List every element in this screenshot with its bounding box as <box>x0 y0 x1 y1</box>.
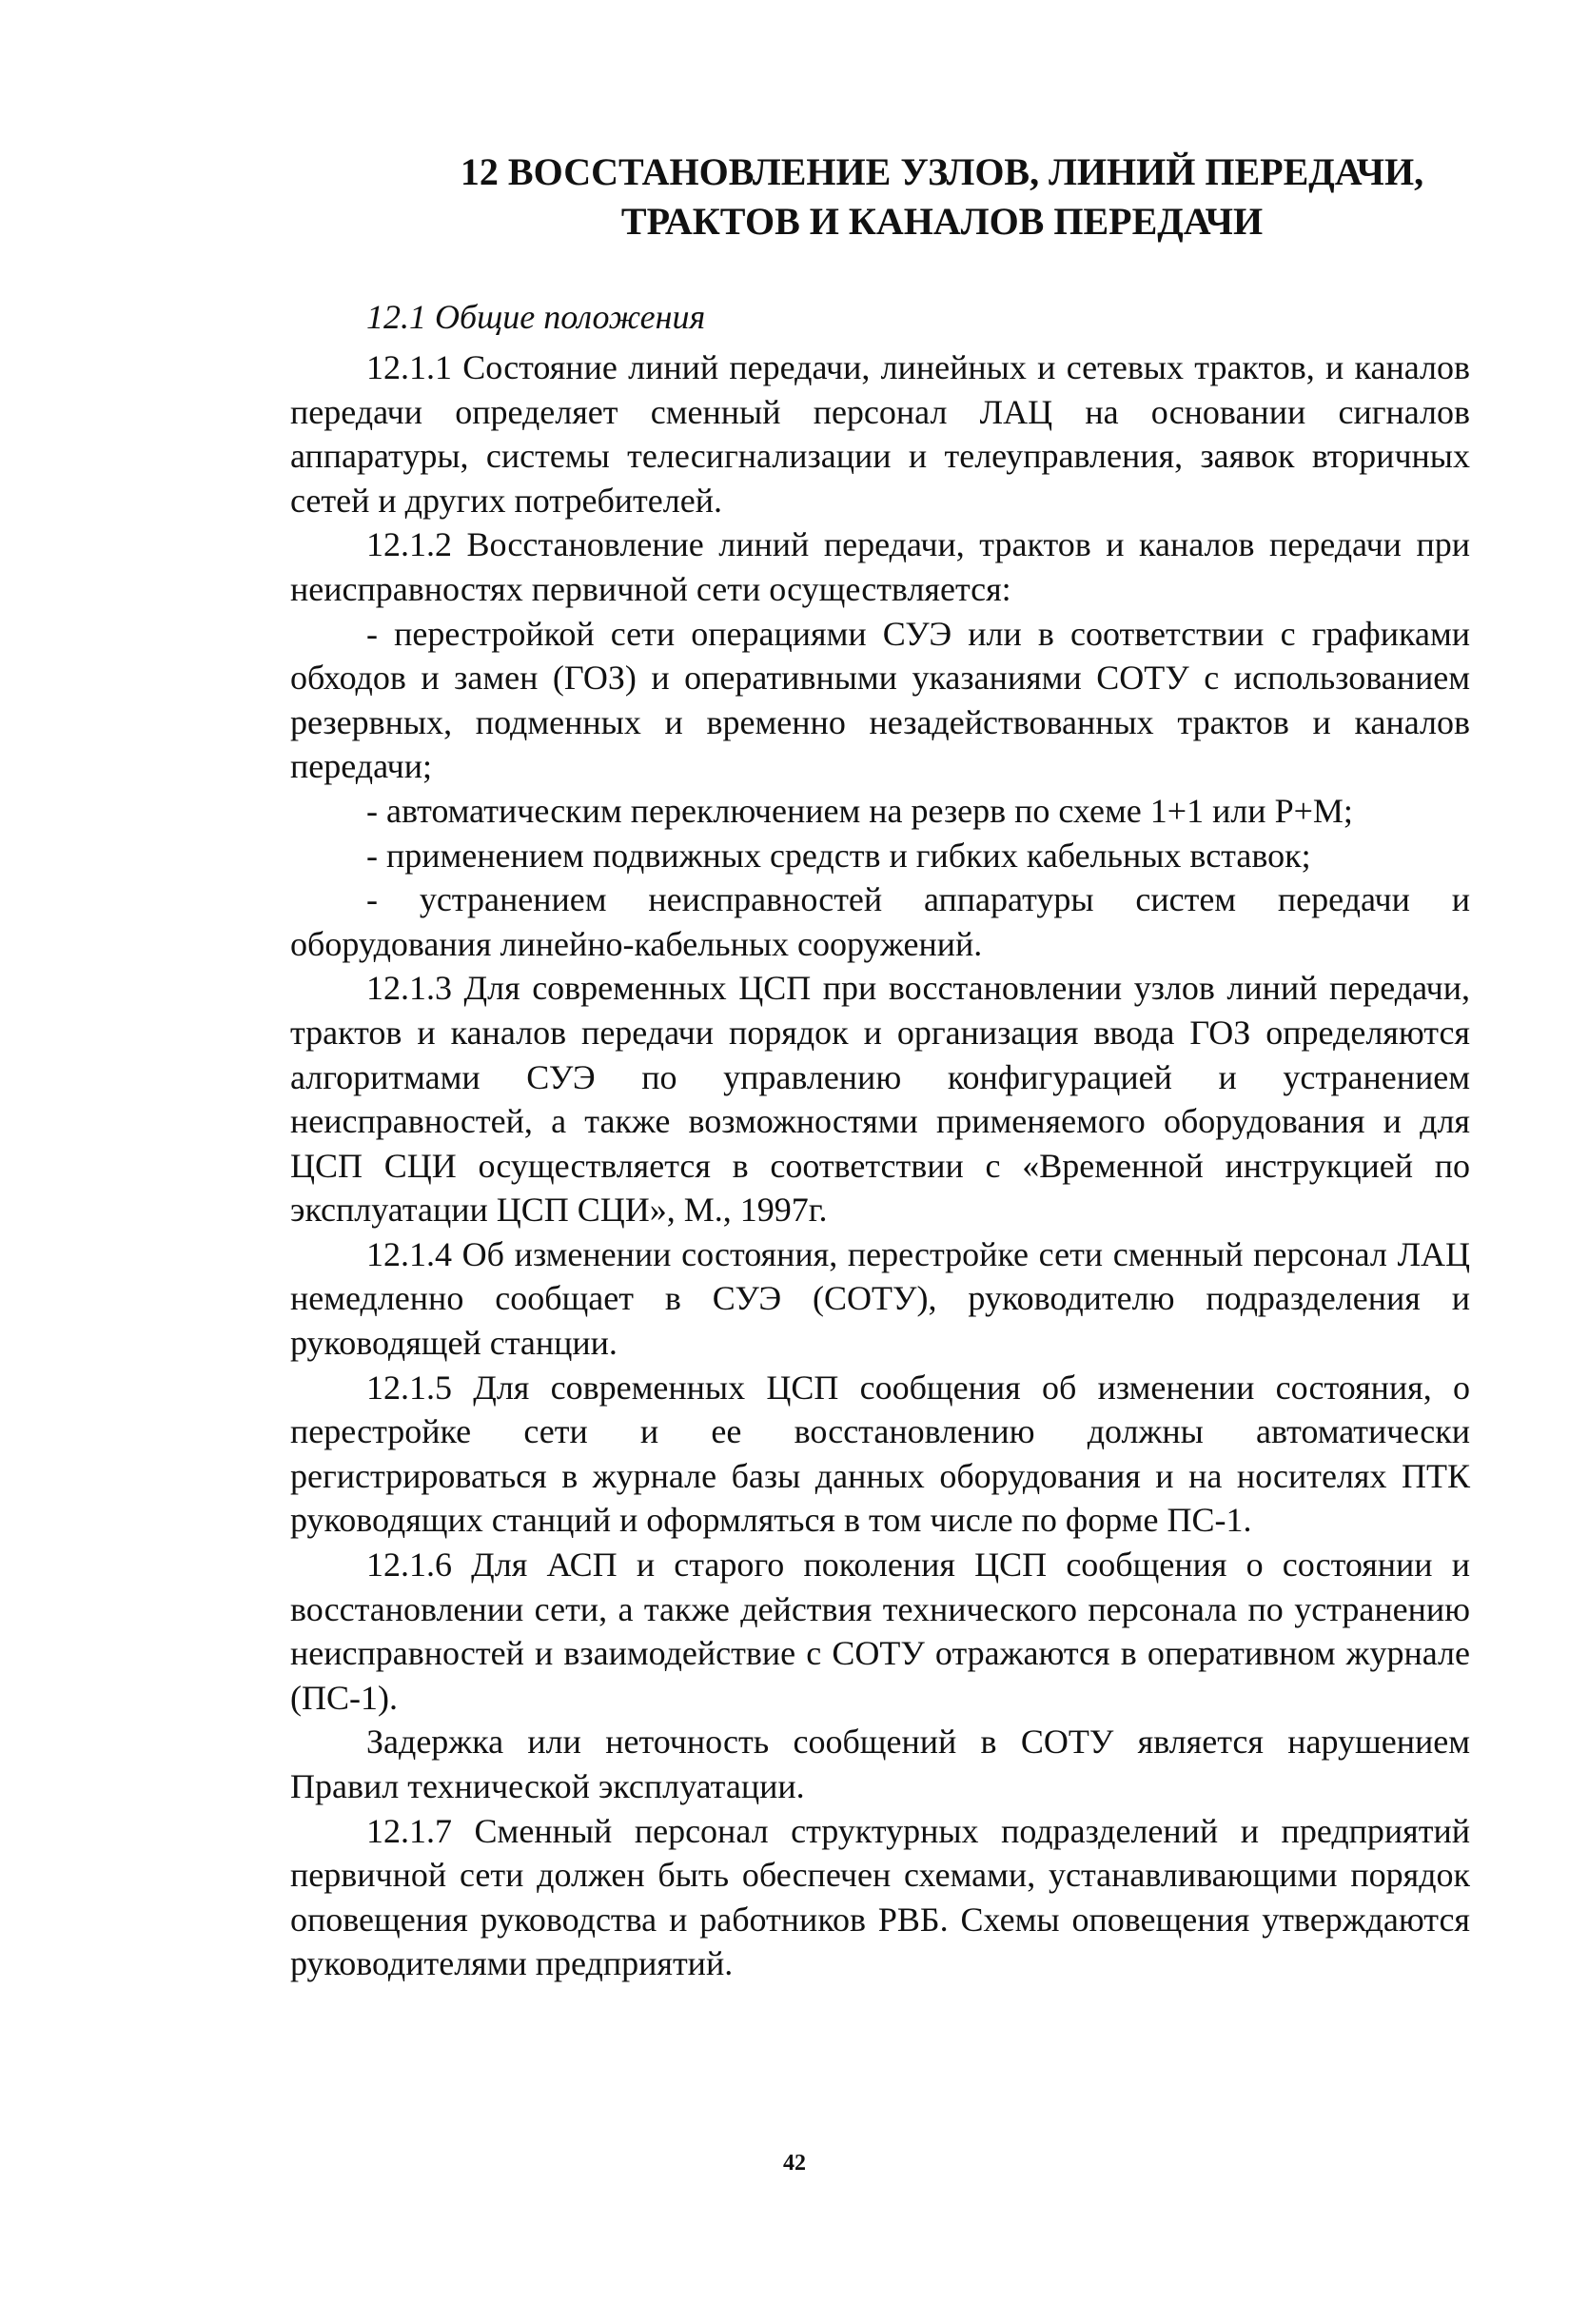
list-item: - автоматическим переключением на резерв по схеме 1+1 или Р+М; <box>366 791 1353 830</box>
page-number: 42 <box>783 2151 806 2176</box>
paragraph-12-1-7: 12.1.7 Сменный персонал структурных подразделений и предприятий первичной сети должен быть обеспечен схемами, устанавливающими порядок оповещения руководства и работников РВБ. Схемы оповещения утверждаются руководителями предприятий. <box>290 1811 1470 1983</box>
restoration-methods-list <box>290 612 1470 967</box>
paragraph-12-1-2: 12.1.2 Восстановление линий передачи, трактов и каналов передачи при неисправностях первичной сети осуществляется: <box>290 525 1470 608</box>
document-page <box>290 148 1470 1986</box>
list-item: - устранением неисправностей аппаратуры систем передачи и оборудования линейно-кабельных сооружений. <box>290 880 1470 963</box>
paragraph-12-1-4: 12.1.4 Об изменении состояния, перестройке сети сменный персонал ЛАЦ немедленно сообщает в СУЭ (СОТУ), руководителю подразделения и руководящей станции. <box>290 1234 1470 1363</box>
list-item: - применением подвижных средств и гибких кабельных вставок; <box>366 836 1311 875</box>
subsection-heading: 12.1 Общие положения <box>366 298 706 336</box>
section-title-line-2: ТРАКТОВ И КАНАЛОВ ПЕРЕДАЧИ <box>620 200 1264 243</box>
paragraph-12-1-5: 12.1.5 Для современных ЦСП сообщения об изменении состояния, о перестройке сети и ее восстановлению должны автоматически регистрироваться в журнале базы данных оборудования и на носителях ПТК руководящих станций и оформляться в том числе по форме ПС-1. <box>290 1368 1470 1540</box>
section-title-line-1: 12 ВОССТАНОВЛЕНИЕ УЗЛОВ, ЛИНИЙ ПЕРЕДАЧИ, <box>460 150 1424 193</box>
section-title <box>290 148 1470 246</box>
paragraph-delay-violation: Задержка или неточность сообщений в СОТУ является нарушением Правил технической эксплуатации. <box>290 1723 1470 1805</box>
list-item: - перестройкой сети операциями СУЭ или в соответствии с графиками обходов и замен (ГОЗ) и оперативными указаниями СОТУ с использованием резервных, подменных и временно незадействованных трактов и каналов передачи; <box>290 614 1470 786</box>
paragraph-12-1-3: 12.1.3 Для современных ЦСП при восстановлении узлов линий передачи, трактов и каналов передачи порядок и организация ввода ГОЗ определяются алгоритмами СУЭ по управлению конфигурацией и устранением неисправностей, а также возможностями применяемого оборудования и для ЦСП СЦИ осуществляется в соответствии с «Временной инструкцией по эксплуатации ЦСП СЦИ», М., 1997г. <box>290 969 1470 1230</box>
paragraph-12-1-1: 12.1.1 Состояние линий передачи, линейных и сетевых трактов, и каналов передачи определяет сменный персонал ЛАЦ на основании сигналов аппаратуры, системы телесигнализации и телеуправления, заявок вторичных сетей и других потребителей. <box>290 348 1470 520</box>
paragraph-12-1-6: 12.1.6 Для АСП и старого поколения ЦСП сообщения о состоянии и восстановлении сети, а также действия технического персонала по устранению неисправностей и взаимодействие с СОТУ отражаются в оперативном журнале (ПС-1). <box>290 1546 1470 1717</box>
